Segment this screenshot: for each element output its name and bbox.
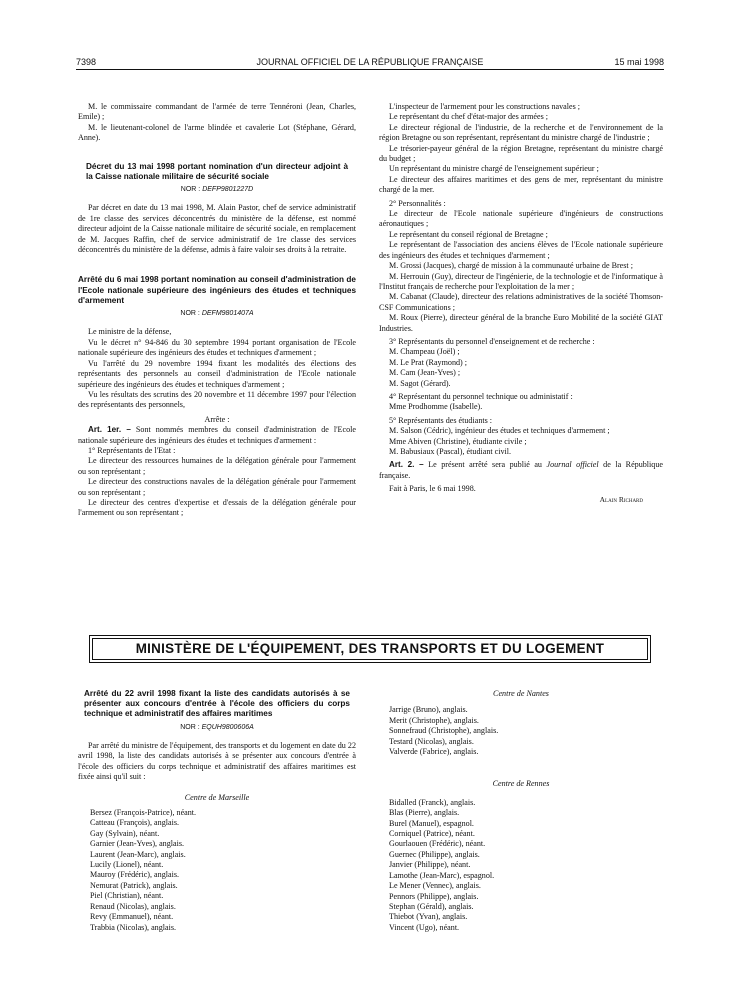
place-date: Fait à Paris, le 6 mai 1998. [389, 484, 476, 494]
centre-heading: Centre de Marseille [184, 792, 250, 802]
left-column-top [78, 102, 356, 519]
list-item: Catteau (François), anglais. [90, 818, 180, 828]
list-heading: 3° Représentants du personnel d'enseignement et de recherche : [389, 336, 595, 346]
list-item: Le directeur régional de l'industrie, de la recherche et de l'environnement de la région Bretagne ou son représentant, représentant du ministre chargé de l'industrie ; [379, 122, 663, 143]
list-item: 1° Représentants de l'Etat : [88, 445, 176, 455]
candidate-list [78, 808, 356, 933]
nor-reference: NOR : EQUH9800606A [180, 723, 254, 731]
list-item: Laurent (Jean-Marc), anglais. [90, 849, 186, 859]
list-item: Guernec (Philippe), anglais. [389, 849, 480, 859]
arrete-body: Par arrêté du ministre de l'équipement, des transports et du logement en date du 22 avril 1998, la liste des candidats autorisés à se présenter aux concours d'entrée à l'école des officiers du corps technique et administratif des affaires maritimes est fixée ainsi qu'il suit : [78, 741, 356, 782]
issue-date: 15 mai 1998 [614, 57, 664, 67]
decree-body: Par décret en date du 13 mai 1998, M. Alain Pastor, chef de service administratif de 1re classe des services déconcentrés du ministère de la défense, est nommé directeur adjoint de la Caisse nationale militaire de sécurité sociale, en remplacement de M. Jacques Raffin, chef de service administratif de 1re classe des services déconcentrés du ministère de la défense, admis à faire valoir ses droits à la retraite. [78, 203, 356, 255]
journal-title: JOURNAL OFFICIEL DE LA RÉPUBLIQUE FRANÇAISE [256, 57, 484, 67]
list-item: Janvier (Philippe), néant. [389, 860, 471, 870]
list-item: Nemurat (Patrick), anglais. [90, 880, 178, 890]
list-item: Le trésorier-payeur général de la région Bretagne, représentant du ministre chargé du budget ; [379, 143, 663, 164]
list-item: Le Mener (Vennec), anglais. [389, 881, 481, 891]
paragraph: Vu le décret n° 94-846 du 30 septembre 1994 portant organisation de l'Ecole nationale supérieure des ingénieurs des études et techniques d'armement ; [78, 337, 356, 358]
list-item: Piel (Christian), néant. [90, 891, 164, 901]
list-item: Trabbia (Nicolas), anglais. [90, 922, 177, 932]
intro-paragraph: M. le lieutenant-colonel de l'arme blindée et cavalerie Lot (Stéphane, Gérard, Anne). [78, 122, 356, 143]
right-column-top [379, 102, 663, 505]
intro-paragraph: M. le commissaire commandant de l'armée de terre Tennéroni (Jean, Charles, Emile) ; [78, 102, 356, 122]
nor-reference: NOR : DEFM9801407A [180, 310, 254, 318]
list-item: Le directeur des ressources humaines de la délégation générale pour l'armement ou son représentant ; [78, 456, 356, 476]
list-item: Le directeur des centres d'expertise et d'essais de la délégation générale pour l'armement ou son représentant ; [78, 497, 356, 518]
list-heading: 4° Représentant du personnel technique ou administatif : [389, 391, 573, 401]
list-item: M. Grossi (Jacques), chargé de mission à la communauté urbaine de Brest ; [389, 261, 633, 271]
list-item: Merit (Christophe), anglais. [389, 715, 479, 725]
nor-reference: NOR : DEFP9801227D [180, 186, 254, 194]
list-item: Sonnefraud (Christophe), anglais. [389, 726, 499, 736]
paragraph: Le ministre de la défense, [88, 327, 172, 337]
list-item: Un représentant du ministre chargé de l'enseignement supérieur ; [389, 164, 599, 174]
list-item: M. Salson (Cédric), ingénieur des études et techniques d'armement ; [389, 426, 610, 436]
list-item: Valverde (Fabrice), anglais. [389, 747, 479, 757]
list-item: Le représentant du conseil régional de Bretagne ; [389, 229, 548, 239]
list-item: Burel (Manuel), espagnol. [389, 818, 474, 828]
list-item: Le directeur des affaires maritimes et des gens de mer, représentant du ministre chargé de la mer. [379, 174, 663, 195]
list-item: L'inspecteur de l'armement pour les constructions navales ; [389, 102, 581, 111]
list-item: Mme Prodhomme (Isabelle). [389, 402, 483, 412]
article-1: Art. 1er. – Sont nommés membres du conseil d'administration de l'Ecole nationale supérieure des ingénieurs des études et techniques d'armement : [78, 425, 356, 445]
candidate-list [379, 705, 663, 757]
list-item: Mme Abiven (Christine), étudiante civile ; [389, 436, 527, 446]
centre-heading: Centre de Nantes [493, 689, 549, 698]
candidate-list [379, 798, 663, 933]
list-heading: 2° Personnalités : [389, 198, 446, 208]
list-item: Stephan (Gérald), anglais. [389, 901, 474, 911]
list-item: Lucily (Lionel), néant. [90, 860, 164, 870]
list-item: M. Le Prat (Raymond) ; [389, 357, 468, 367]
signature: Alain Richard [599, 494, 643, 504]
list-item: M. Cam (Jean-Yves) ; [389, 368, 461, 378]
list-item: Vincent (Ugo), néant. [389, 922, 460, 932]
list-item: Le directeur des constructions navales de la délégation générale pour l'armement ou son représentant ; [78, 477, 356, 497]
list-item: Blas (Pierre), anglais. [389, 808, 460, 818]
arrete-title: Arrêté du 6 mai 1998 portant nomination au conseil d'administration de l'Ecole nationale supérieure des ingénieurs des études et techniques d'armement [78, 275, 356, 305]
list-item: Le représentant du chef d'état-major des armées ; [389, 112, 548, 122]
list-item: Lamothe (Jean-Marc), espagnol. [389, 870, 495, 880]
list-item: M. Champeau (Joël) ; [389, 347, 460, 357]
list-item: Thiebot (Yvan), anglais. [389, 912, 468, 922]
page-number: 7398 [76, 57, 97, 67]
list-item: Gourlaouen (Frédéric), néant. [389, 839, 486, 849]
left-column-bottom [78, 689, 356, 933]
list-item: Testard (Nicolas), anglais. [389, 736, 474, 746]
list-item: Corniquel (Patrice), néant. [389, 829, 475, 839]
list-item: Bidalled (Franck), anglais. [389, 797, 476, 807]
list-item: Pennors (Philippe), anglais. [389, 891, 479, 901]
list-item: Le représentant de l'association des anciens élèves de l'Ecole nationale supérieure des ingénieurs des études et techniques d'armement ; [379, 240, 663, 260]
list-item: Bersez (François-Patrice), néant. [90, 808, 197, 818]
paragraph: Vu l'arrêté du 29 novembre 1994 fixant les modalités des élections des représentants des personnels au conseil d'administration de l'Ecole nationale supérieure des ingénieurs des études et techniques d'armement ; [78, 358, 356, 389]
list-item: Revy (Emmanuel), néant. [90, 912, 174, 922]
list-item: Renaud (Nicolas), anglais. [90, 901, 176, 911]
list-item: M. Cabanat (Claude), directeur des relations administratives de la société Thomson-CSF Communications ; [379, 292, 663, 312]
right-column-bottom [379, 689, 663, 933]
list-item: Mauroy (Frédéric), anglais. [90, 870, 179, 880]
ministry-banner: MINISTÈRE DE L'ÉQUIPEMENT, DES TRANSPORTS ET DU LOGEMENT [92, 638, 648, 660]
article-2: Art. 2. – Le présent arrêté sera publié au Journal officiel de la République française. [379, 460, 663, 480]
list-item: M. Babusiaux (Pascal), étudiant civil. [389, 447, 512, 456]
list-item: M. Roux (Pierre), directeur général de la branche Euro Mobilité de la société GIAT Industries. [379, 313, 663, 333]
paragraph: Vu les résultats des scrutins des 20 novembre et 11 décembre 1997 pour l'élection des représentants des personnels, [78, 389, 356, 410]
list-item: M. Sagot (Gérard). [389, 378, 451, 388]
header-rule [76, 69, 664, 70]
list-heading: 5° Représentants des étudiants : [389, 415, 493, 425]
arrete-title: Arrêté du 22 avril 1998 fixant la liste des candidats autorisés à se présenter aux concours d'entrée à l'école des officiers du corps technique et administratif des affaires maritimes [84, 689, 350, 719]
list-item: Jarrige (Bruno), anglais. [389, 705, 468, 715]
arrete-verb: Arrête : [204, 414, 230, 424]
centre-heading: Centre de Rennes [492, 779, 550, 789]
decree-title: Décret du 13 mai 1998 portant nomination d'un directeur adjoint à la Caisse nationale militaire de sécurité sociale [86, 161, 348, 181]
list-item: Le directeur de l'Ecole nationale supérieure d'ingénieurs de constructions aéronautiques ; [379, 209, 663, 229]
list-item: Gay (Sylvain), néant. [90, 828, 160, 838]
list-item: Garnier (Jean-Yves), anglais. [90, 839, 185, 849]
list-item: M. Herrouin (Guy), directeur de l'ingénierie, de la technologie et de l'informatique à l'Institut français de recherche pour l'exploitation de la mer ; [379, 271, 663, 291]
